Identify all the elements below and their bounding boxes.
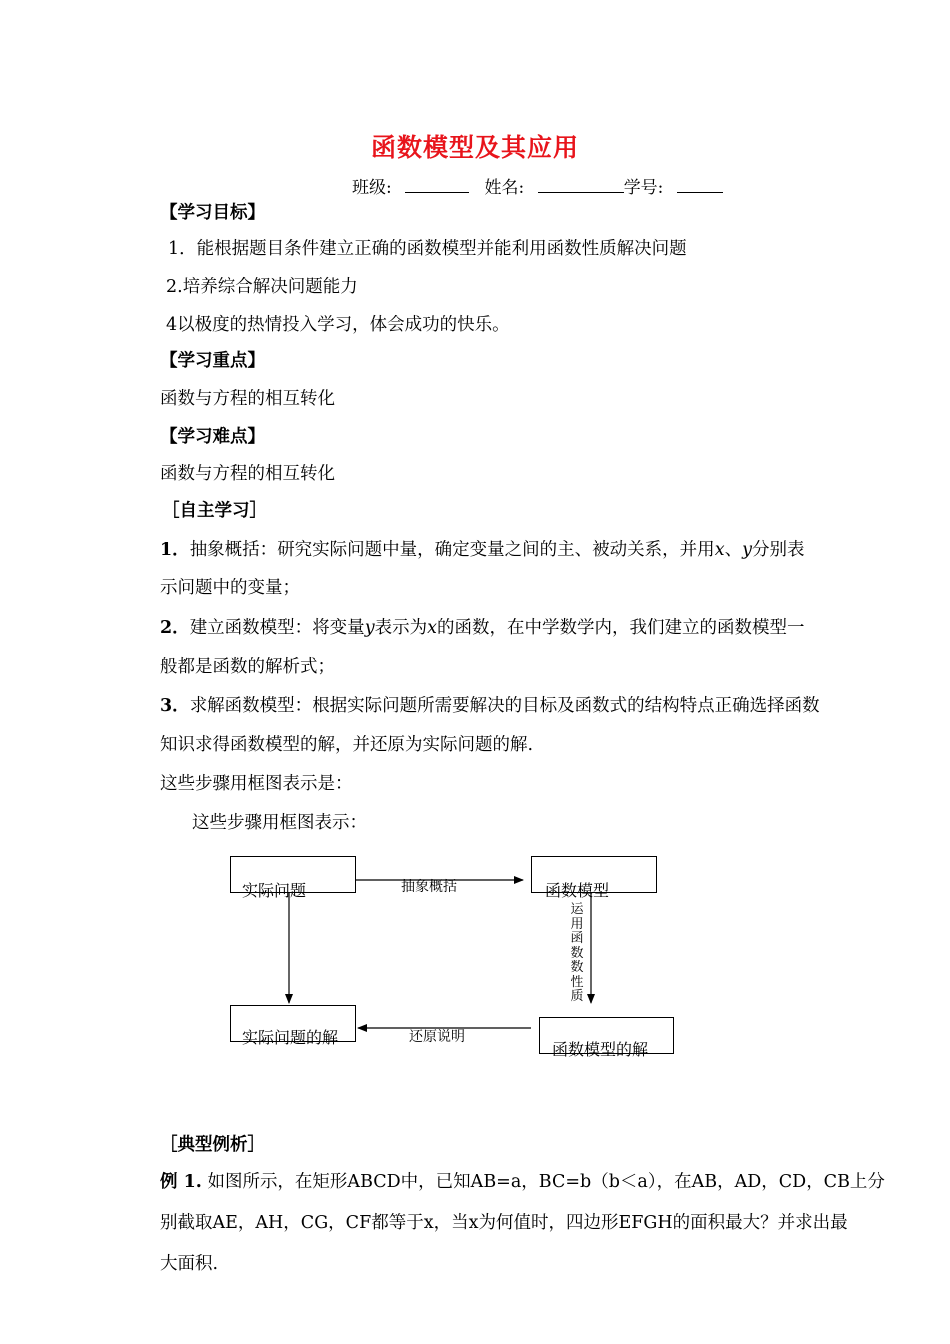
arrow-restore-label: 还原说明 <box>409 1029 465 1045</box>
step3-lead: 求解函数模型： <box>189 696 313 716</box>
class-label: 班级: <box>352 178 392 198</box>
name-label: 姓名: <box>484 178 525 198</box>
step1-number: 1． <box>160 540 190 560</box>
page-title: 函数模型及其应用 <box>370 133 579 162</box>
example1-text: 如图所示，在矩形ABCD中，已知AB=a，BC=b（b＜a），在AB，AD，CD，CB上分 <box>201 1172 885 1192</box>
key-points-text: 函数与方程的相互转化 <box>160 389 335 409</box>
example1-line2: 别截取AE，AH，CG，CF都等于x，当x为何值时，四边形EFGH的面积最大？并求出最 <box>160 1213 848 1233</box>
step3-number: 3． <box>160 696 190 716</box>
arrow-abstract-label: 抽象概括 <box>401 879 457 895</box>
id-label: 学号: <box>623 178 664 198</box>
goal-item: 1．能根据题目条件建立正确的函数模型并能利用函数性质解决问题 <box>168 239 687 259</box>
step1-lead: 抽象概括： <box>189 540 278 560</box>
key-points-heading: 【学习重点】 <box>160 351 265 371</box>
example1-label: 例 1. <box>160 1172 202 1192</box>
step2-text-mid: 表示为 <box>374 618 428 638</box>
difficulties-text: 函数与方程的相互转化 <box>160 464 335 484</box>
separator: 、 <box>724 540 743 560</box>
step2-lead: 建立函数模型： <box>189 618 313 638</box>
var-y: y <box>364 618 375 638</box>
box-real-solution-label: 实际问题的解 <box>242 1028 339 1047</box>
step1-text-tail: 分别表 <box>751 540 805 560</box>
examples-heading: ［典型例析］ <box>160 1135 265 1155</box>
step1-text: 研究实际问题中量，确定变量之间的主、被动关系，并用 <box>277 540 715 560</box>
box-model-solution-label: 函数模型的解 <box>552 1040 649 1059</box>
goal-item: 2.培养综合解决问题能力 <box>166 277 358 297</box>
self-study-heading: ［自主学习］ <box>162 501 267 521</box>
example1-line3: 大面积. <box>160 1254 219 1274</box>
step2-number: 2． <box>160 618 190 638</box>
arrow-apply-label: 运用函数数性质 <box>570 902 584 1004</box>
goals-heading: 【学习目标】 <box>160 203 265 223</box>
step2-line2: 般都是函数的解析式； <box>160 657 335 677</box>
flow-intro-indented: 这些步骤用框图表示： <box>192 813 367 833</box>
goal-item: 4以极度的热情投入学习，体会成功的快乐。 <box>166 315 510 335</box>
box-function-model-label: 函数模型 <box>545 881 610 900</box>
step3-text: 根据实际问题所需要解决的目标及函数式的结构特点正确选择函数 <box>312 696 820 716</box>
var-x: x <box>714 540 725 560</box>
flow-intro: 这些步骤用框图表示是： <box>160 774 353 794</box>
box-real-problem-label: 实际问题 <box>242 881 307 900</box>
difficulties-heading: 【学习难点】 <box>160 427 265 447</box>
var-y: y <box>742 540 752 560</box>
step2-text-tail: 的函数，在中学数学内，我们建立的函数模型一 <box>436 618 805 638</box>
example1-line1 <box>160 1168 885 1193</box>
step2-text: 将变量 <box>312 618 365 638</box>
step1-line2: 示问题中的变量； <box>160 578 300 598</box>
var-x: x <box>427 618 437 638</box>
step3-line2: 知识求得函数模型的解，并还原为实际问题的解. <box>160 735 534 755</box>
